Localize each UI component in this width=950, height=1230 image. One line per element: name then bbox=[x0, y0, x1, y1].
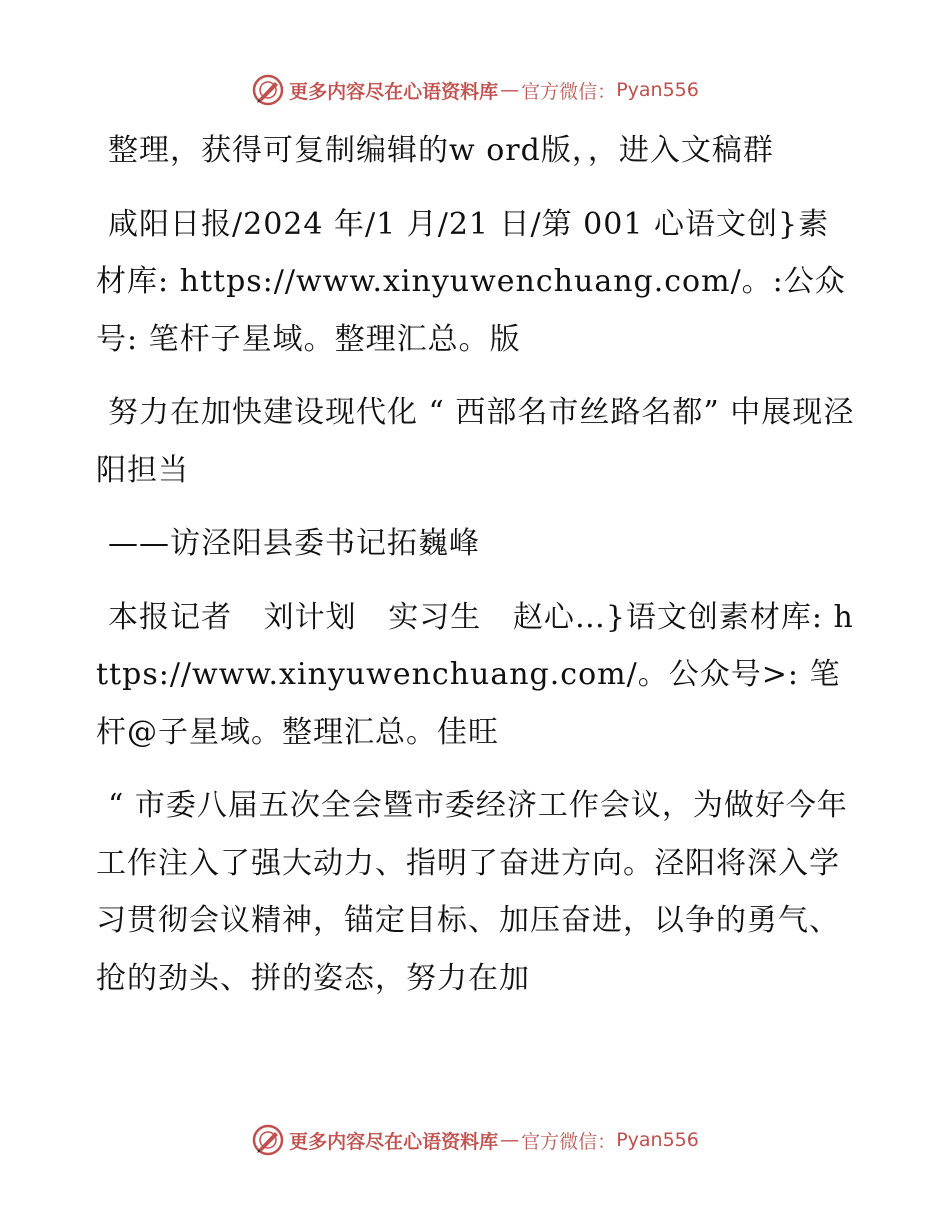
header-banner bbox=[0, 70, 950, 110]
banner-official-label: 官方微信： bbox=[521, 1130, 617, 1153]
paragraph-intro: 整理，获得可复制编辑的w ord版，，进入文稿群 bbox=[108, 133, 774, 168]
article-byline: 本报记者 刘计划 实习生 赵心…}语文创素材库: https://www.xinyuwenchuang.com/。公众号>: 笔杆@子星域。整理汇总。佳旺 bbox=[96, 599, 854, 750]
banner-official-label: 官方微信： bbox=[521, 80, 617, 103]
pen-logo-icon bbox=[251, 73, 285, 107]
article-headline: 努力在加快建设现代化 “ 西部名市丝路名都” 中展现泾阳担当 bbox=[96, 395, 855, 488]
banner-separator: — bbox=[500, 1129, 520, 1151]
paragraph-body: “ 市委八届五次全会暨市委经济工作会议，为做好今年工作注入了强大动力、指明了奋进方向。泾阳将深入学习贯彻会议精神，锚定目标、加压奋进，以争的勇气、抢的劲头、拼的姿态，努力在加 bbox=[96, 788, 848, 996]
banner-handle: Pyan556 bbox=[616, 1129, 699, 1151]
banner-handle: Pyan556 bbox=[616, 79, 699, 101]
pen-logo-icon bbox=[251, 1123, 285, 1157]
banner-brand-text: 更多内容尽在心语资料库 bbox=[289, 1130, 499, 1153]
paragraph-source: 咸阳日报/2024 年/1 月/21 日/第 001 心语文创}素材库: https://www.xinyuwenchuang.com/。:公众号: 笔杆子星域。整理汇总。版 bbox=[96, 206, 846, 357]
footer-banner bbox=[0, 1120, 950, 1160]
article-subheadline: ——访泾阳县委书记拓巍峰 bbox=[108, 526, 480, 561]
document-body bbox=[96, 122, 856, 1023]
banner-brand-text: 更多内容尽在心语资料库 bbox=[289, 80, 499, 103]
banner-separator: — bbox=[500, 79, 520, 101]
